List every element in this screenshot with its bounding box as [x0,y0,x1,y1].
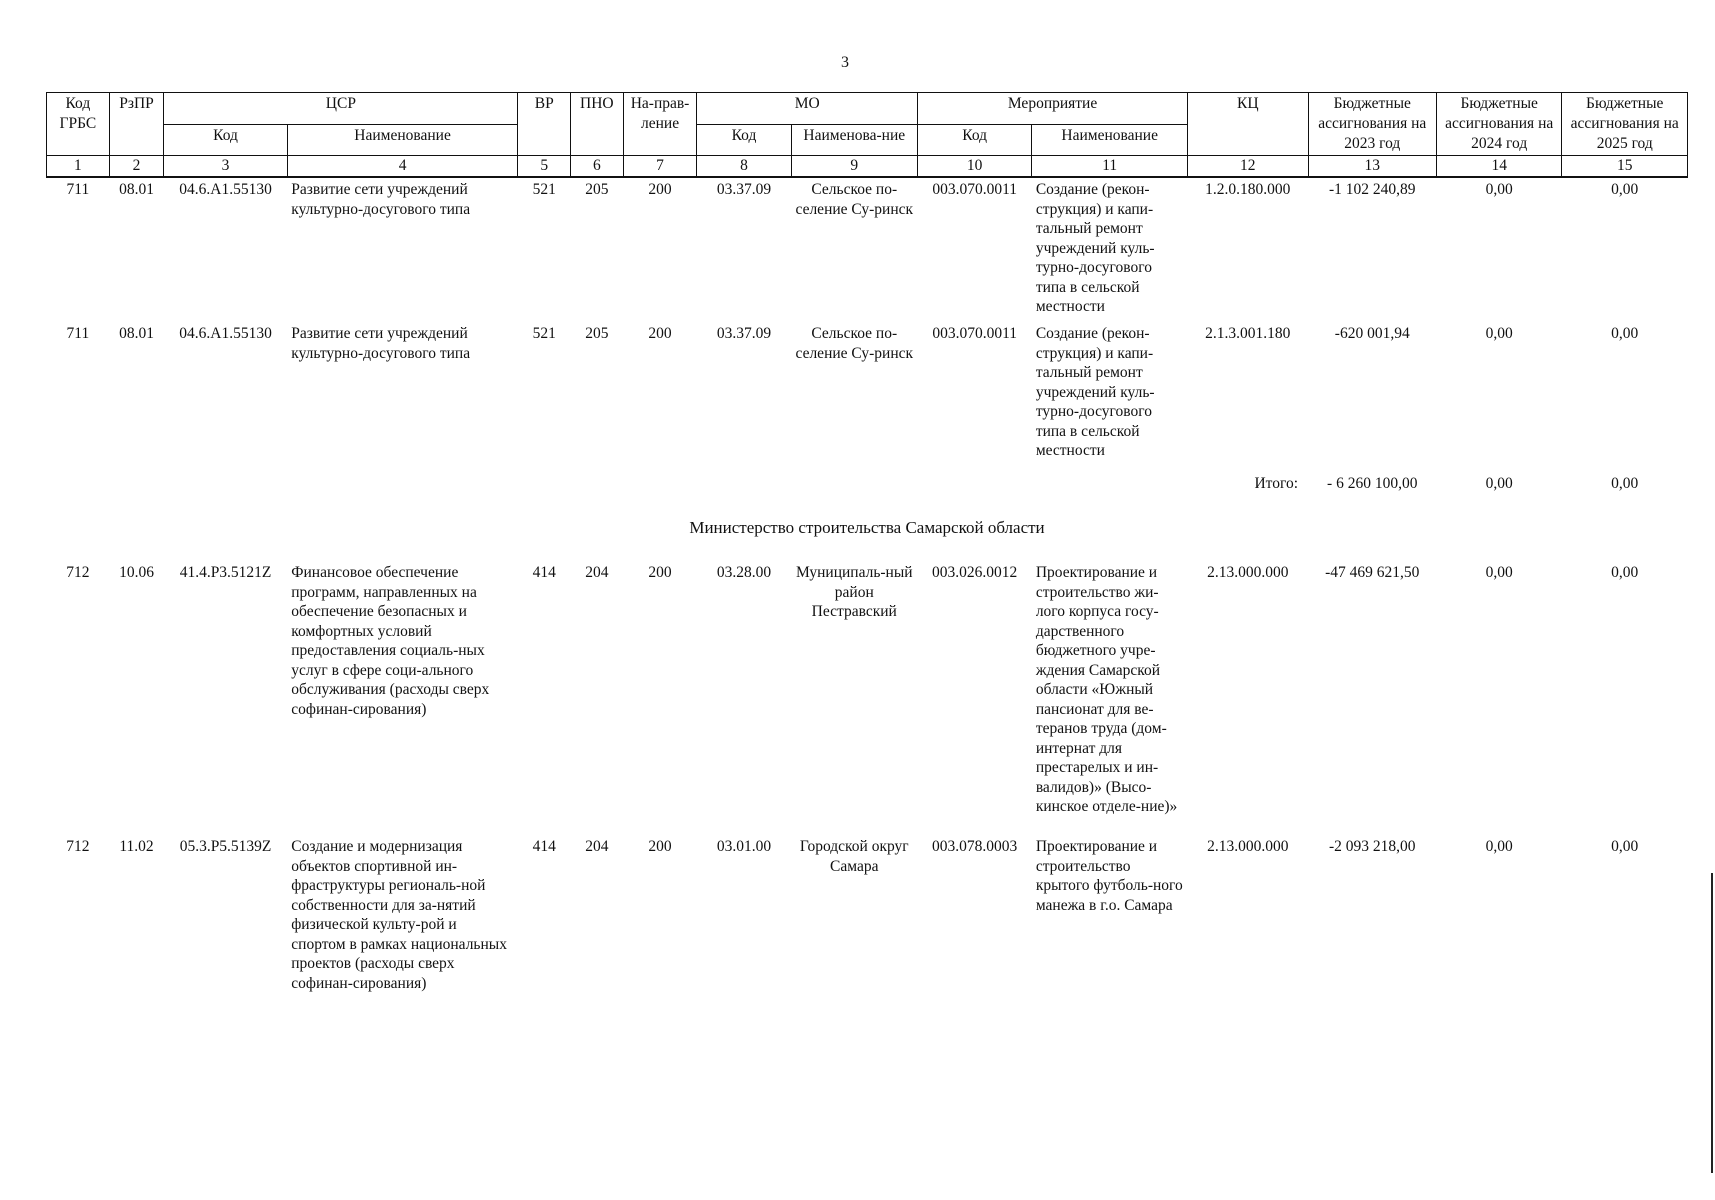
page-number: 3 [841,54,849,71]
cell-mer-kod: 003.070.0011 [932,181,1017,198]
cell-napr: 200 [648,325,672,342]
column-number-row [47,156,1688,178]
cell-grbs: 712 [66,564,90,581]
header-rzpr: РзПР [109,93,164,156]
header-mer-name: Наименование [1032,124,1188,156]
header-mer-kod: Код [918,124,1032,156]
header-napravlenie: На-прав-ление [623,93,697,156]
cell-pno: 204 [585,838,609,855]
cell-mer-name: Проектирование и строительство крытого футболь-ного манежа в г.о. Самара [1035,838,1183,914]
table-row [47,561,1688,835]
header-meropriyatie: Мероприятие [918,93,1188,125]
cell-csr-name: Финансовое обеспечение программ, направленных на обеспечение безопасных и комфортных условий предоставления социаль-ных услуг в сфере соци-ального обслуживания (расходы сверх софинан-сирования) [291,564,490,718]
column-number: 1 [47,156,110,178]
cell-kc: 2.13.000.000 [1207,838,1289,855]
cell-budget-2023: -1 102 240,89 [1328,181,1416,198]
column-number: 8 [697,156,791,178]
cell-rzpr: 08.01 [119,325,154,342]
cell-mer-kod: 003.070.0011 [932,325,1017,342]
scan-edge-line [1711,873,1713,1043]
column-number: 10 [918,156,1032,178]
cell-napr: 200 [648,838,672,855]
cell-mo-name: Сельское по-селение Су-ринск [795,325,914,362]
cell-mo-name: Муниципаль-ный район Пестравский [795,564,913,620]
header-budget-2025: Бюджетные ассигнования на 2025 год [1562,93,1688,156]
column-number: 4 [287,156,518,178]
header-csr: ЦСР [164,93,518,125]
cell-kc: 2.13.000.000 [1207,564,1289,581]
cell-budget-2024: 0,00 [1485,564,1513,581]
cell-grbs: 712 [66,838,90,855]
cell-budget-2025: 0,00 [1611,325,1639,342]
column-number: 12 [1188,156,1308,178]
column-number: 7 [623,156,697,178]
cell-csr-kod: 05.3.P5.5139Z [179,838,272,855]
cell-kc: 1.2.0.180.000 [1205,181,1291,198]
cell-rzpr: 11.02 [119,838,154,855]
budget-table [46,92,1688,993]
cell-napr: 200 [648,181,672,198]
header-csr-name: Наименование [287,124,518,156]
cell-budget-2024: 0,00 [1485,181,1513,198]
column-number: 14 [1436,156,1561,178]
header-budget-2024: Бюджетные ассигнования на 2024 год [1436,93,1561,156]
column-number: 5 [518,156,571,178]
cell-mo-kod: 03.01.00 [716,838,772,855]
cell-budget-2023: -2 093 218,00 [1328,838,1416,855]
cell-mer-name: Создание (рекон-струкция) и капи-тальный ремонт учреждений куль-турно-досугового типа в сельской местности [1035,181,1155,315]
header-mo-kod: Код [697,124,791,156]
header-mo: МО [697,93,918,125]
cell-csr-name: Развитие сети учреждений культурно-досугового типа [291,181,471,218]
cell-csr-kod: 04.6.A1.55130 [179,181,272,198]
cell-budget-2024: 0,00 [1485,325,1513,342]
cell-napr: 200 [648,564,672,581]
header-kod-grbs: Код ГРБС [47,93,110,156]
cell-budget-2025: 0,00 [1611,564,1639,581]
column-number: 13 [1308,156,1436,178]
table-row [47,835,1688,993]
total-budget-2023: - 6 260 100,00 [1327,475,1418,492]
section-row [47,494,1688,562]
cell-csr-kod: 41.4.P3.5121Z [179,564,272,581]
header-pno: ПНО [571,93,624,156]
column-number: 9 [791,156,917,178]
cell-grbs: 711 [66,181,90,198]
cell-csr-name: Создание и модернизация объектов спортивной ин-фраструктуры региональ-ной собственности для за-нятий физической культу-рой и спортом в рамках национальных проектов (расходы сверх софинан-сирования) [291,838,507,992]
header-budget-2023: Бюджетные ассигнования на 2023 год [1308,93,1436,156]
column-number: 15 [1562,156,1688,178]
header-kc: КЦ [1188,93,1308,156]
table-row [47,177,1688,322]
total-budget-2025: 0,00 [1611,475,1639,492]
cell-mer-kod: 003.026.0012 [932,564,1018,581]
cell-budget-2023: -47 469 621,50 [1325,564,1420,581]
column-number: 6 [571,156,624,178]
cell-rzpr: 08.01 [119,181,154,198]
scan-edge-line [1711,1043,1713,1173]
cell-mo-kod: 03.37.09 [716,325,772,342]
header-vr: ВР [518,93,571,156]
section-title: Министерство строительства Самарской области [689,517,1045,537]
column-number: 11 [1032,156,1188,178]
total-label: Итого: [1254,475,1298,492]
cell-mer-kod: 003.078.0003 [932,838,1018,855]
cell-mo-kod: 03.37.09 [716,181,772,198]
cell-mo-kod: 03.28.00 [716,564,772,581]
header-mo-name: Наименова-ние [791,124,917,156]
cell-budget-2025: 0,00 [1611,838,1639,855]
cell-csr-name: Развитие сети учреждений культурно-досугового типа [291,325,471,362]
cell-pno: 204 [585,564,609,581]
cell-mer-name: Создание (рекон-струкция) и капи-тальный ремонт учреждений куль-турно-досугового типа в сельской местности [1035,325,1155,459]
total-budget-2024: 0,00 [1485,475,1513,492]
cell-grbs: 711 [66,325,90,342]
header-csr-kod: Код [164,124,287,156]
total-row [47,464,1688,494]
cell-kc: 2.1.3.001.180 [1205,325,1291,342]
column-number: 2 [109,156,164,178]
cell-budget-2025: 0,00 [1611,181,1639,198]
cell-mer-name: Проектирование и строительство жи-лого корпуса госу-дарственного бюджетного учре-ждения Самарской области «Южный пансионат для ве-теранов труда (дом-интернат для престарелых и ин-валидов)» (Высо-кинское отделе-ние)» [1035,564,1178,815]
cell-vr: 521 [532,181,556,198]
cell-csr-kod: 04.6.A1.55130 [179,325,272,342]
cell-vr: 414 [532,838,556,855]
cell-pno: 205 [585,325,609,342]
cell-pno: 205 [585,181,609,198]
table-header [47,93,1688,178]
cell-rzpr: 10.06 [119,564,154,581]
cell-mo-name: Сельское по-селение Су-ринск [795,181,914,218]
cell-budget-2023: -620 001,94 [1334,325,1410,342]
table-row [47,322,1688,464]
cell-vr: 414 [532,564,556,581]
cell-mo-name: Городской округ Самара [799,838,909,875]
cell-budget-2024: 0,00 [1485,838,1513,855]
column-number: 3 [164,156,287,178]
cell-vr: 521 [532,325,556,342]
